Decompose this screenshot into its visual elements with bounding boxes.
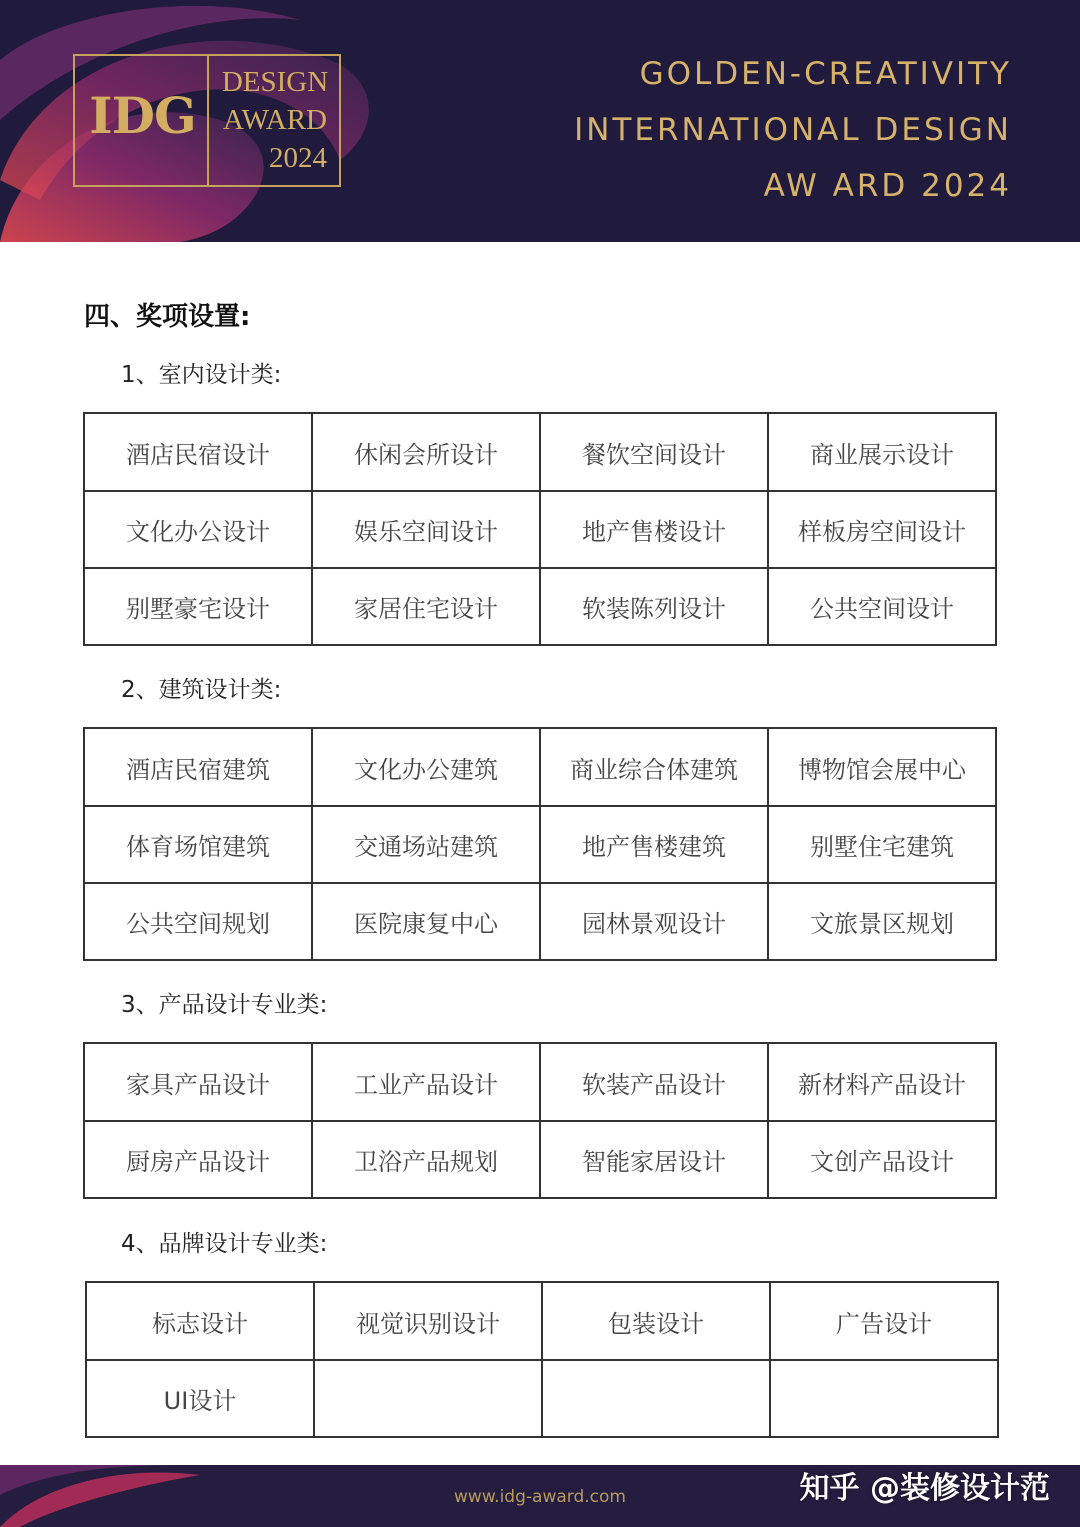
table-cell: 软装陈列设计: [540, 568, 768, 645]
table-cell: 卫浴产品规划: [312, 1121, 540, 1198]
table-cell: 园林景观设计: [540, 883, 768, 960]
table-cell: 商业综合体建筑: [540, 728, 768, 806]
table-cell: 文化办公设计: [84, 491, 312, 568]
category-title: 1、室内设计类:: [121, 362, 282, 388]
table-cell: 餐饮空间设计: [540, 413, 768, 491]
table-cell: 娱乐空间设计: [312, 491, 540, 568]
table-cell: 新材料产品设计: [768, 1043, 996, 1121]
table-cell: 标志设计: [86, 1282, 314, 1360]
header-title-line: INTERNATIONAL DESIGN: [574, 112, 1012, 148]
table-cell: 休闲会所设计: [312, 413, 540, 491]
table-cell: UI设计: [86, 1360, 314, 1437]
watermark: 知乎 @装修设计范: [799, 1471, 1050, 1506]
table-cell: 酒店民宿建筑: [84, 728, 312, 806]
table-cell: 厨房产品设计: [84, 1121, 312, 1198]
table-cell: 医院康复中心: [312, 883, 540, 960]
table-cell: 文创产品设计: [768, 1121, 996, 1198]
header-banner: [0, 0, 1080, 242]
table-cell: 酒店民宿设计: [84, 413, 312, 491]
table-cell: [314, 1360, 542, 1437]
footer-url-link[interactable]: www.idg-award.com: [454, 1487, 626, 1507]
logo-mark: IDG: [89, 86, 196, 145]
table-cell: 文化办公建筑: [312, 728, 540, 806]
table-cell: [770, 1360, 998, 1437]
award-table-product: [83, 1042, 997, 1199]
logo-line-year: 2024: [269, 142, 327, 174]
logo-line-award: AWARD: [222, 104, 327, 136]
category-title: 4、品牌设计专业类:: [121, 1231, 328, 1257]
table-cell: 地产售楼建筑: [540, 806, 768, 883]
table-cell: 商业展示设计: [768, 413, 996, 491]
table-cell: 体育场馆建筑: [84, 806, 312, 883]
table-cell: 家居住宅设计: [312, 568, 540, 645]
table-cell: 博物馆会展中心: [768, 728, 996, 806]
table-cell: 公共空间规划: [84, 883, 312, 960]
table-cell: 样板房空间设计: [768, 491, 996, 568]
header-title-line: AW ARD 2024: [763, 168, 1012, 204]
table-cell: 软装产品设计: [540, 1043, 768, 1121]
table-cell: 智能家居设计: [540, 1121, 768, 1198]
logo-divider: [207, 56, 209, 185]
header-title: [574, 46, 1012, 214]
table-cell: 公共空间设计: [768, 568, 996, 645]
table-cell: 别墅豪宅设计: [84, 568, 312, 645]
table-cell: 地产售楼设计: [540, 491, 768, 568]
table-cell: [542, 1360, 770, 1437]
table-cell: 包装设计: [542, 1282, 770, 1360]
award-table-architecture: [83, 727, 997, 961]
logo-line-design: DESIGN: [221, 66, 329, 98]
category-title: 3、产品设计专业类:: [121, 992, 328, 1018]
table-cell: 别墅住宅建筑: [768, 806, 996, 883]
table-cell: 广告设计: [770, 1282, 998, 1360]
category-title: 2、建筑设计类:: [121, 677, 282, 703]
table-cell: 文旅景区规划: [768, 883, 996, 960]
table-cell: 家具产品设计: [84, 1043, 312, 1121]
section-heading: 四、奖项设置:: [84, 302, 251, 332]
award-table-interior: [83, 412, 997, 646]
table-cell: 交通场站建筑: [312, 806, 540, 883]
award-table-brand: [85, 1281, 999, 1438]
table-cell: 工业产品设计: [312, 1043, 540, 1121]
header-title-line: GOLDEN-CREATIVITY: [639, 56, 1012, 92]
table-cell: 视觉识别设计: [314, 1282, 542, 1360]
logo: [73, 54, 341, 187]
